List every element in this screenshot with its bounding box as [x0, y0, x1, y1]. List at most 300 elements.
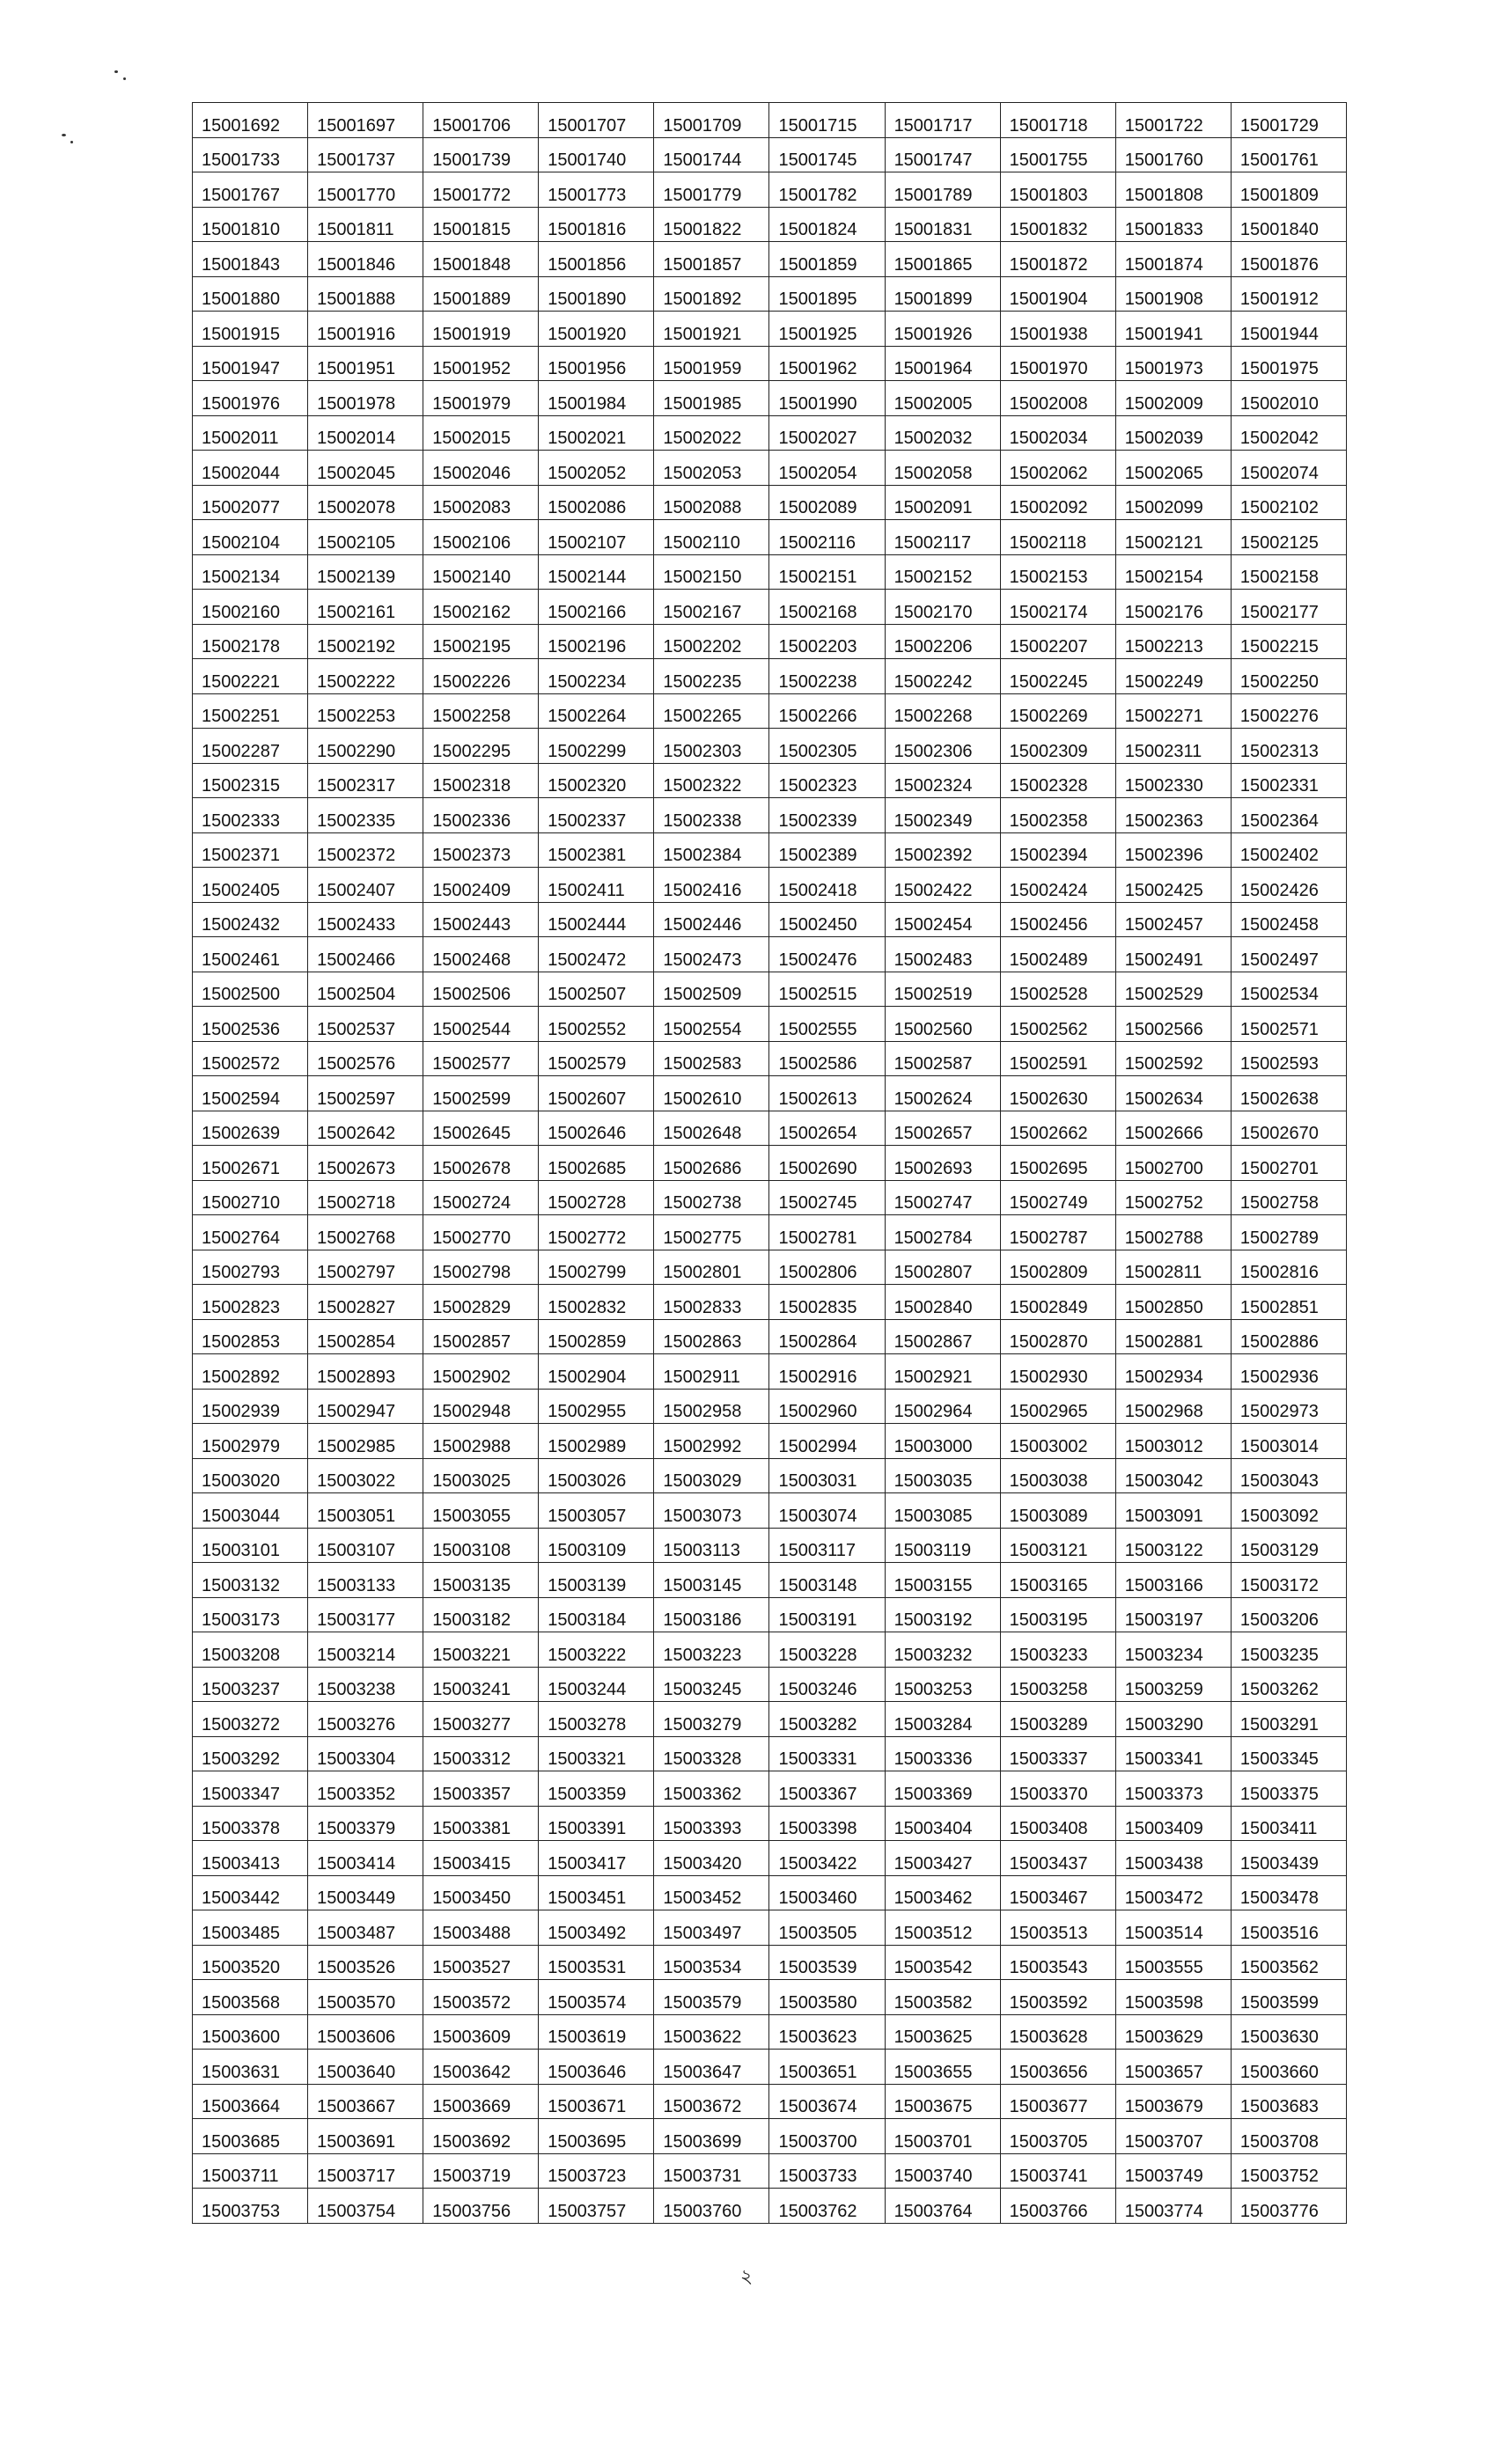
roll-number: 15003031 [778, 1471, 857, 1491]
roll-number-cell [308, 451, 423, 486]
roll-number: 15003451 [548, 1888, 627, 1908]
roll-number: 15001707 [548, 115, 627, 136]
roll-number: 15002426 [1239, 880, 1319, 900]
roll-number: 15002074 [1239, 463, 1319, 483]
roll-number-cell [769, 659, 885, 694]
roll-number: 15001952 [432, 359, 511, 378]
roll-number-cell [1231, 554, 1346, 590]
roll-number-cell [308, 1841, 423, 1876]
roll-number: 15003420 [663, 1853, 742, 1874]
roll-number: 15003422 [778, 1853, 857, 1874]
roll-number-cell [1231, 103, 1346, 138]
roll-number-cell [539, 1041, 654, 1076]
roll-number-cell [193, 832, 308, 868]
roll-number: 15003667 [317, 2097, 396, 2116]
roll-number: 15001947 [202, 359, 280, 378]
roll-number: 15003244 [548, 1680, 627, 1699]
roll-number-cell [308, 1875, 423, 1910]
table-row [193, 1597, 1347, 1632]
roll-number-cell [654, 1111, 769, 1146]
roll-number: 15003214 [317, 1645, 396, 1665]
roll-number: 15003625 [893, 2028, 973, 2047]
roll-number: 15002174 [1009, 602, 1088, 622]
roll-number-cell [1115, 1806, 1231, 1841]
roll-number: 15002104 [202, 532, 280, 553]
roll-number-cell [308, 1424, 423, 1459]
roll-number-cell [1231, 1632, 1346, 1668]
roll-number: 15001833 [1124, 220, 1203, 239]
table-row [193, 1354, 1347, 1390]
roll-number-cell [1115, 798, 1231, 833]
roll-number-cell [1000, 1041, 1115, 1076]
roll-number-cell [539, 137, 654, 172]
roll-number: 15003044 [202, 1506, 280, 1526]
roll-number: 15002333 [202, 810, 280, 831]
roll-number-cell [1231, 624, 1346, 659]
roll-number: 15003656 [1009, 2062, 1088, 2082]
roll-number: 15002670 [1239, 1124, 1319, 1143]
roll-number-cell [423, 1945, 539, 1980]
roll-number: 15003223 [663, 1645, 742, 1665]
roll-number: 15002859 [548, 1332, 627, 1352]
roll-number: 15003622 [663, 2028, 742, 2047]
roll-number-cell [885, 972, 1000, 1007]
roll-number: 15002483 [893, 950, 973, 970]
roll-number-cell [769, 693, 885, 729]
roll-number: 15001733 [202, 150, 280, 170]
roll-number-cell [1000, 1493, 1115, 1529]
roll-number: 15002853 [202, 1332, 280, 1352]
roll-number-cell [1000, 2153, 1115, 2189]
roll-number: 15002793 [202, 1263, 280, 1282]
roll-number: 15002870 [1009, 1332, 1088, 1352]
roll-number-cell [1115, 346, 1231, 381]
roll-number-cell [539, 1215, 654, 1250]
roll-number-cell [1231, 485, 1346, 520]
roll-number: 15003165 [1009, 1575, 1088, 1595]
roll-number-cell [193, 1771, 308, 1807]
roll-number-cell [1000, 415, 1115, 451]
table-row [193, 1389, 1347, 1424]
roll-number-cell [1000, 276, 1115, 312]
roll-number: 15002309 [1009, 741, 1088, 761]
roll-number-cell [423, 242, 539, 277]
roll-number: 15003631 [202, 2062, 280, 2082]
roll-number-cell [308, 346, 423, 381]
roll-number: 15002042 [1239, 429, 1319, 448]
roll-number: 15002552 [548, 1019, 627, 1039]
roll-number: 15003259 [1124, 1680, 1203, 1699]
roll-number: 15002062 [1009, 463, 1088, 483]
roll-number-cell [423, 798, 539, 833]
roll-number-cell [885, 1702, 1000, 1737]
roll-number: 15001925 [778, 324, 857, 344]
roll-number-cell [193, 1007, 308, 1042]
roll-number: 15002807 [893, 1263, 973, 1282]
table-row [193, 798, 1347, 833]
roll-number-cell [885, 902, 1000, 937]
roll-number-cell [308, 103, 423, 138]
roll-number: 15002500 [202, 985, 280, 1004]
roll-number: 15002151 [778, 568, 857, 587]
roll-number: 15003642 [432, 2062, 511, 2082]
roll-number: 15001904 [1009, 290, 1088, 309]
roll-number-cell [1000, 693, 1115, 729]
roll-number: 15001916 [317, 324, 396, 344]
roll-number-cell [193, 1632, 308, 1668]
roll-number-cell [885, 1910, 1000, 1946]
roll-number-cell [1231, 1702, 1346, 1737]
roll-number-cell [308, 868, 423, 903]
roll-number: 15003438 [1124, 1853, 1203, 1874]
roll-number: 15002509 [663, 985, 742, 1004]
roll-number-cell [308, 1041, 423, 1076]
roll-number: 15001892 [663, 290, 742, 309]
roll-number-cell [423, 1215, 539, 1250]
roll-number: 15001859 [778, 254, 857, 275]
roll-number-cell [539, 1910, 654, 1946]
roll-number-cell [308, 1806, 423, 1841]
roll-number: 15002058 [893, 463, 973, 483]
roll-number: 15003452 [663, 1888, 742, 1908]
roll-number-cell [1231, 1319, 1346, 1354]
roll-number: 15002537 [317, 1019, 396, 1039]
roll-number-cell [769, 1597, 885, 1632]
roll-number-cell [1115, 1250, 1231, 1285]
roll-number-cell [654, 2014, 769, 2050]
roll-number-cell [1231, 868, 1346, 903]
roll-number: 15002646 [548, 1124, 627, 1143]
roll-number: 15003284 [893, 1714, 973, 1734]
roll-number: 15002234 [548, 671, 627, 692]
table-row [193, 2014, 1347, 2050]
roll-number: 15003413 [202, 1853, 280, 1874]
roll-number-cell [885, 451, 1000, 486]
roll-number-cell [193, 1667, 308, 1702]
roll-number-cell [193, 312, 308, 347]
roll-number: 15003574 [548, 1992, 627, 2013]
table-row [193, 2084, 1347, 2119]
roll-number: 15002586 [778, 1054, 857, 1074]
roll-number-cell [423, 693, 539, 729]
roll-number-cell [769, 729, 885, 764]
roll-number: 15002392 [893, 846, 973, 865]
roll-number-cell [539, 1771, 654, 1807]
roll-number: 15003753 [202, 2201, 280, 2221]
roll-number: 15003246 [778, 1680, 857, 1699]
table-row [193, 1180, 1347, 1215]
roll-number: 15003234 [1124, 1645, 1203, 1665]
roll-number-cell [423, 1528, 539, 1563]
roll-number: 15003000 [893, 1436, 973, 1456]
roll-number: 15003411 [1239, 1819, 1318, 1838]
roll-number-cell [193, 1736, 308, 1771]
roll-number: 15003369 [893, 1784, 973, 1804]
roll-number: 15002930 [1009, 1367, 1088, 1387]
roll-number-cell [539, 937, 654, 972]
roll-number-cell [769, 590, 885, 625]
roll-number: 15003038 [1009, 1471, 1088, 1491]
roll-number: 15002489 [1009, 950, 1088, 970]
roll-number: 15002443 [432, 915, 511, 935]
roll-number: 15002203 [778, 637, 857, 656]
roll-number: 15002613 [778, 1089, 857, 1109]
roll-number: 15002168 [778, 602, 857, 622]
roll-number: 15003671 [548, 2097, 627, 2116]
roll-number: 15003393 [663, 1819, 742, 1838]
roll-number-cell [423, 1146, 539, 1181]
roll-number-cell [1000, 1146, 1115, 1181]
roll-number-cell [193, 346, 308, 381]
roll-number-cell [308, 798, 423, 833]
roll-number: 15001962 [778, 359, 857, 378]
roll-number-cell [423, 520, 539, 555]
roll-number: 15003379 [317, 1819, 396, 1838]
roll-number: 15002328 [1009, 776, 1088, 796]
roll-number-cell [1115, 312, 1231, 347]
roll-number: 15003672 [663, 2097, 742, 2116]
roll-number-cell [769, 972, 885, 1007]
roll-number: 15003488 [432, 1923, 511, 1943]
roll-number-cell [193, 1215, 308, 1250]
roll-number: 15003630 [1239, 2028, 1319, 2047]
roll-number-cell [1000, 868, 1115, 903]
roll-number-cell [1115, 242, 1231, 277]
roll-number-cell [1231, 1493, 1346, 1529]
roll-number: 15002258 [432, 707, 511, 726]
roll-number: 15002407 [317, 880, 396, 900]
roll-number: 15003404 [893, 1819, 973, 1838]
roll-number-cell [308, 590, 423, 625]
roll-number: 15002158 [1239, 568, 1319, 587]
roll-number-cell [539, 554, 654, 590]
roll-number-cell [193, 520, 308, 555]
roll-number: 15002893 [317, 1367, 396, 1387]
roll-number-cell [423, 590, 539, 625]
roll-number-cell [769, 1980, 885, 2015]
roll-number: 15002857 [432, 1332, 511, 1352]
roll-number-cell [423, 1667, 539, 1702]
roll-number-cell [423, 346, 539, 381]
roll-number-cell [539, 2084, 654, 2119]
roll-number-cell [1231, 902, 1346, 937]
roll-number-cell [193, 103, 308, 138]
roll-number: 15003674 [778, 2097, 857, 2116]
table-row [193, 1632, 1347, 1668]
roll-number-cell [885, 485, 1000, 520]
roll-number: 15003341 [1124, 1749, 1203, 1769]
roll-number: 15002701 [1239, 1158, 1319, 1178]
roll-number: 15003321 [548, 1749, 627, 1769]
roll-number: 15003208 [202, 1645, 280, 1665]
roll-number-cell [885, 729, 1000, 764]
roll-number-cell [1115, 1945, 1231, 1980]
roll-number: 15001737 [317, 150, 396, 170]
roll-number-cell [1115, 937, 1231, 972]
roll-number: 15002936 [1239, 1367, 1319, 1387]
roll-number: 15003398 [778, 1819, 857, 1838]
roll-number: 15003512 [893, 1923, 973, 1943]
roll-number: 15003760 [663, 2201, 742, 2221]
roll-number-cell [1000, 1215, 1115, 1250]
roll-number-cell [654, 1667, 769, 1702]
roll-number-cell [193, 1424, 308, 1459]
roll-number: 15002784 [893, 1228, 973, 1248]
roll-number: 15002770 [432, 1228, 511, 1248]
scan-speck [123, 77, 126, 80]
roll-number: 15002560 [893, 1019, 973, 1039]
roll-number-cell [423, 103, 539, 138]
roll-number: 15003186 [663, 1610, 742, 1630]
roll-number-cell [1231, 1980, 1346, 2015]
roll-number: 15003117 [778, 1541, 856, 1560]
roll-number-cell [654, 103, 769, 138]
roll-number: 15002594 [202, 1089, 280, 1109]
roll-number: 15002290 [317, 741, 396, 761]
roll-number-cell [769, 832, 885, 868]
roll-number: 15003609 [432, 2028, 511, 2047]
roll-number: 15002221 [202, 671, 280, 692]
roll-number: 15002166 [548, 602, 627, 622]
roll-number: 15002916 [778, 1367, 857, 1387]
roll-number-cell [1115, 624, 1231, 659]
roll-number: 15001832 [1009, 220, 1088, 239]
roll-number: 15003669 [432, 2097, 511, 2116]
roll-number: 15003085 [893, 1506, 973, 1526]
roll-number: 15003542 [893, 1958, 973, 1977]
table-row [193, 1111, 1347, 1146]
roll-number-cell [654, 520, 769, 555]
roll-number-cell [1115, 1111, 1231, 1146]
roll-number: 15002473 [663, 950, 742, 970]
roll-number-cell [654, 1875, 769, 1910]
roll-number-cell [1115, 729, 1231, 764]
roll-number: 15002192 [317, 637, 396, 656]
roll-number-cell [654, 242, 769, 277]
roll-number-cell [654, 972, 769, 1007]
table-row [193, 1667, 1347, 1702]
roll-number-cell [769, 1041, 885, 1076]
roll-number: 15002418 [778, 880, 857, 900]
roll-number-cell [1231, 2050, 1346, 2085]
roll-number-cell [1231, 1945, 1346, 1980]
roll-number: 15002654 [778, 1124, 857, 1143]
roll-number-cell [885, 1389, 1000, 1424]
roll-number: 15002973 [1239, 1402, 1319, 1421]
roll-number: 15002251 [202, 707, 280, 726]
roll-number: 15002591 [1009, 1054, 1088, 1074]
roll-number: 15003367 [778, 1784, 857, 1804]
roll-number: 15003109 [548, 1541, 627, 1560]
roll-number: 15003277 [432, 1714, 511, 1734]
roll-number-cell [769, 2153, 885, 2189]
roll-number-cell [1231, 2119, 1346, 2154]
roll-number-cell [1231, 1111, 1346, 1146]
roll-number: 15001767 [202, 185, 280, 205]
roll-number-cell [1115, 1980, 1231, 2015]
roll-number-cell [885, 1319, 1000, 1354]
roll-number-cell [539, 902, 654, 937]
roll-number-cell [539, 1180, 654, 1215]
roll-number-cell [539, 972, 654, 1007]
table-row [193, 451, 1347, 486]
roll-number-cell [539, 1945, 654, 1980]
roll-number-cell [885, 1354, 1000, 1390]
roll-number: 15003598 [1124, 1992, 1203, 2013]
roll-number: 15001941 [1124, 324, 1203, 344]
roll-number-cell [193, 1354, 308, 1390]
roll-number-cell [885, 1007, 1000, 1042]
roll-number-cell [654, 137, 769, 172]
roll-number-cell [1115, 485, 1231, 520]
roll-number: 15003292 [202, 1749, 280, 1769]
roll-number: 15001770 [317, 185, 396, 205]
roll-number-cell [539, 1980, 654, 2015]
roll-number-cell [423, 937, 539, 972]
roll-number: 15002639 [202, 1124, 280, 1143]
roll-number: 15002318 [432, 776, 511, 796]
roll-number-cell [769, 1771, 885, 1807]
roll-number: 15002695 [1009, 1158, 1088, 1178]
roll-number: 15003580 [778, 1992, 857, 2013]
table-row [193, 1007, 1347, 1042]
table-row [193, 729, 1347, 764]
roll-number-cell [1115, 103, 1231, 138]
roll-number-cell [1000, 1111, 1115, 1146]
roll-number: 15003232 [893, 1645, 973, 1665]
roll-number-cell [885, 2189, 1000, 2224]
table-row [193, 937, 1347, 972]
roll-number: 15001709 [663, 115, 742, 136]
roll-number: 15003290 [1124, 1714, 1203, 1734]
roll-number: 15003245 [663, 1680, 742, 1699]
roll-number: 15001874 [1124, 254, 1203, 275]
roll-number: 15002015 [432, 429, 511, 448]
roll-number: 15003740 [893, 2167, 973, 2186]
roll-number: 15002176 [1124, 602, 1203, 622]
roll-number: 15003437 [1009, 1853, 1088, 1874]
roll-number-cell [885, 172, 1000, 208]
roll-number: 15002371 [202, 846, 280, 865]
roll-number: 15003526 [317, 1958, 396, 1977]
roll-number-cell [885, 415, 1000, 451]
table-row [193, 242, 1347, 277]
roll-number: 15002671 [202, 1158, 280, 1178]
roll-number-cell [1000, 1563, 1115, 1598]
roll-number: 15003462 [893, 1888, 973, 1908]
roll-number-cell [769, 1180, 885, 1215]
roll-number-cell [1231, 2014, 1346, 2050]
roll-number-cell [1231, 1667, 1346, 1702]
roll-number: 15002150 [663, 568, 742, 587]
roll-number-cell [885, 763, 1000, 798]
roll-number: 15003664 [202, 2097, 280, 2116]
roll-number-cell [539, 1632, 654, 1668]
roll-number: 15002250 [1239, 671, 1319, 692]
roll-number-cell [1115, 2153, 1231, 2189]
table-row [193, 172, 1347, 208]
roll-number: 15003391 [548, 1819, 627, 1838]
roll-number: 15002693 [893, 1158, 973, 1178]
roll-number: 15001888 [317, 290, 396, 309]
table-row [193, 972, 1347, 1007]
roll-number-cell [423, 729, 539, 764]
roll-number-cell [308, 1007, 423, 1042]
roll-number: 15003014 [1239, 1436, 1319, 1456]
roll-number-cell [1115, 1215, 1231, 1250]
roll-number-cell [885, 276, 1000, 312]
roll-number-cell [423, 2119, 539, 2154]
